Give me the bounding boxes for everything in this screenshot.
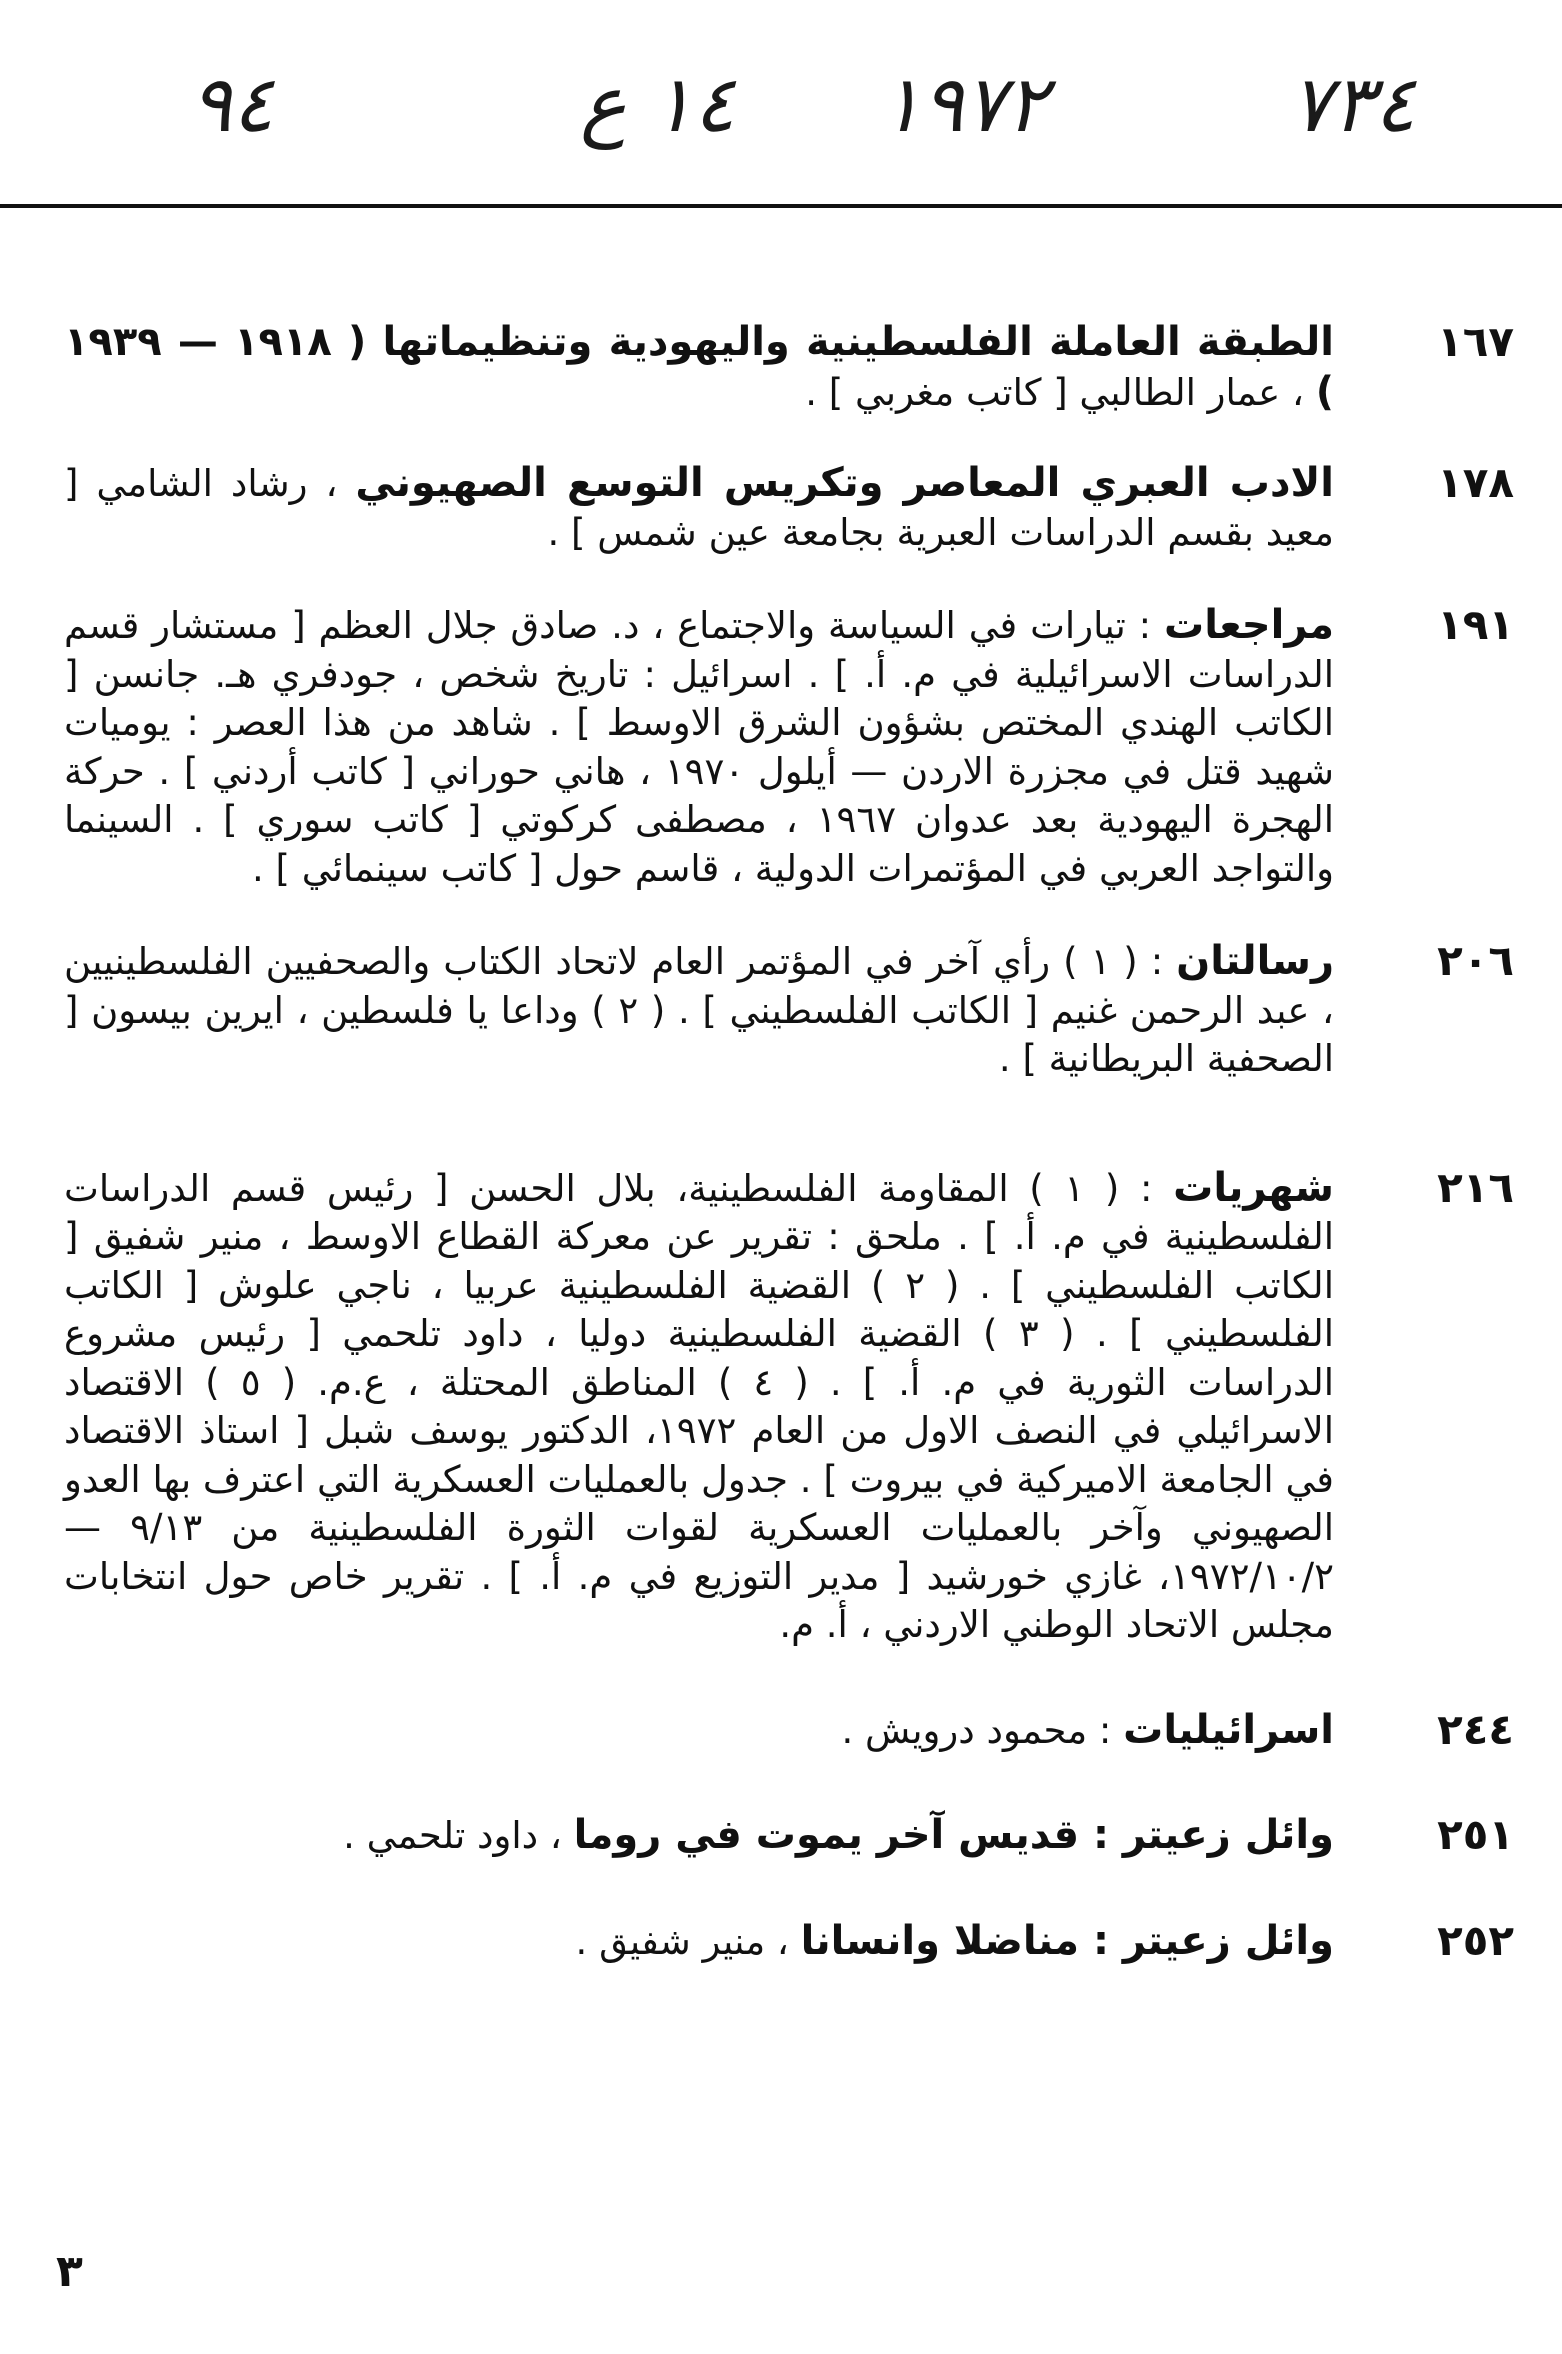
entry-body: : محمود درويش .	[841, 1708, 1124, 1752]
page-ref: ٢٥١	[1437, 1810, 1514, 1859]
page-ref: ٢٤٤	[1437, 1704, 1514, 1754]
entry-body: : ( ١ ) المقاومة الفلسطينية، بلال الحسن [ رئيس قسم الدراسات الفلسطينية في م. أ. ] . ملحق : تقرير عن معركة القطاع الاوسط ، منير شفيق [ الكاتب الفلسطيني ] . ( ٢ ) القضية الفلسطينية عربيا ، ناجي علوش [ الكاتب الفلسطيني ] . ( ٣ ) القضية الفلسطينية دوليا ، داود تلحمي [ رئيس مشروع الدراسات الثورية في م. أ. ] . ( ٤ ) المناطق المحتلة ، ع.م. ( ٥ ) الاقتصاد الاسرائيلي في النصف الاول من العام ١٩٧٢، الدكتور يوسف شبل [ استاذ الاقتصاد في الجامعة الاميركية في بيروت ] . جدول بالعمليات العسكرية التي اعترف بها العدو الصهيوني وآخر بالعمليات العسكرية لقوات الثورة الفلسطينية من ٩/١٣ — ١٩٧٢/١٠/٢، غازي خورشيد [ مدير التوزيع في م. أ. ] . تقرير خاص حول انتخابات مجلس الاتحاد الوطني الاردني ، أ. م.	[64, 1166, 1335, 1646]
handwritten-note: ٩٤	[190, 60, 274, 150]
entry-title: الطبقة العاملة الفلسطينية واليهودية وتنظيماتها ( ١٩١٨ — ١٩٣٩ )	[64, 319, 1334, 415]
handwritten-year: ١٩٧٢	[880, 60, 1048, 150]
page-ref: ٢٥٢	[1437, 1915, 1514, 1965]
page-ref: ٢٠٦	[1437, 936, 1514, 985]
entry-body: : تيارات في السياسة والاجتماع ، د. صادق جلال العظم [ مستشار قسم الدراسات الاسرائيلية في م. أ. ] . اسرائيل : تاريخ شخص ، جودفري هـ. جانسن [ الكاتب الهندي المختص بشؤون الشرق الاوسط ] . شاهد من هذا العصر : يوميات شهيد قتل في مجزرة الاردن — أيلول ١٩٧٠ ، هاني حوراني [ كاتب أردني ] . حركة الهجرة اليهودية بعد عدوان ١٩٦٧ ، مصطفى كركوتي [ كاتب سوري ] . السينما والتواجد العربي في المؤتمرات الدولية ، قاسم حول [ كاتب سينمائي ] .	[64, 604, 1334, 890]
toc-entry	[64, 601, 1514, 893]
entry-text	[64, 1811, 1334, 1861]
entry-title: الادب العبري المعاصر وتكريس التوسع الصهيوني	[355, 460, 1334, 506]
entry-text	[64, 1917, 1334, 1967]
handwritten-header	[180, 60, 1420, 180]
entry-body: ، منير شفيق .	[575, 1919, 801, 1963]
handwritten-note: ٧٣٤	[1290, 60, 1416, 150]
entry-body: ، داود تلحمي .	[343, 1814, 574, 1857]
entry-title: وائل زعيتر : قديس آخر يموت في روما	[573, 1812, 1334, 1858]
entry-body: ، رشاد الشامي [ معيد بقسم الدراسات العبرية بجامعة عين شمس ] .	[64, 462, 1334, 554]
entry-text	[64, 318, 1334, 417]
table-of-contents	[64, 318, 1514, 1966]
toc-entry	[64, 1706, 1514, 1756]
page-ref: ١٦٧	[1437, 317, 1514, 366]
entry-text	[64, 937, 1334, 1084]
entry-title: مراجعات	[1164, 602, 1334, 648]
entry-text	[64, 459, 1334, 557]
entry-title: رسالتان	[1176, 938, 1335, 984]
page-ref: ١٩١	[1437, 600, 1514, 649]
toc-entry	[64, 459, 1514, 557]
toc-entry	[64, 1811, 1514, 1861]
handwritten-note: ١٤ ع	[580, 60, 736, 150]
entry-text	[64, 1706, 1334, 1756]
entry-text	[64, 1164, 1334, 1650]
page-ref: ٢١٦	[1437, 1162, 1514, 1212]
entry-title: شهريات	[1173, 1164, 1335, 1211]
toc-entry	[64, 1164, 1514, 1650]
page-number: ٣	[56, 2246, 83, 2297]
entry-title: اسرائيليات	[1123, 1706, 1334, 1753]
entry-text	[64, 601, 1334, 893]
page-ref: ١٧٨	[1437, 458, 1514, 507]
toc-entry	[64, 937, 1514, 1084]
toc-entry	[64, 318, 1514, 417]
header-rule	[0, 204, 1562, 208]
entry-body: : ( ١ ) رأي آخر في المؤتمر العام لاتحاد الكتاب والصحفيين الفلسطينيين ، عبد الرحمن غنيم [ الكاتب الفلسطيني ] . ( ٢ ) وداعا يا فلسطين ، ايرين بيسون [ الصحفية البريطانية ] .	[64, 940, 1334, 1080]
entry-body: ، عمار الطالبي [ كاتب مغربي ] .	[805, 370, 1316, 414]
toc-entry	[64, 1917, 1514, 1967]
entry-title: وائل زعيتر : مناضلا وانسانا	[800, 1917, 1334, 1964]
